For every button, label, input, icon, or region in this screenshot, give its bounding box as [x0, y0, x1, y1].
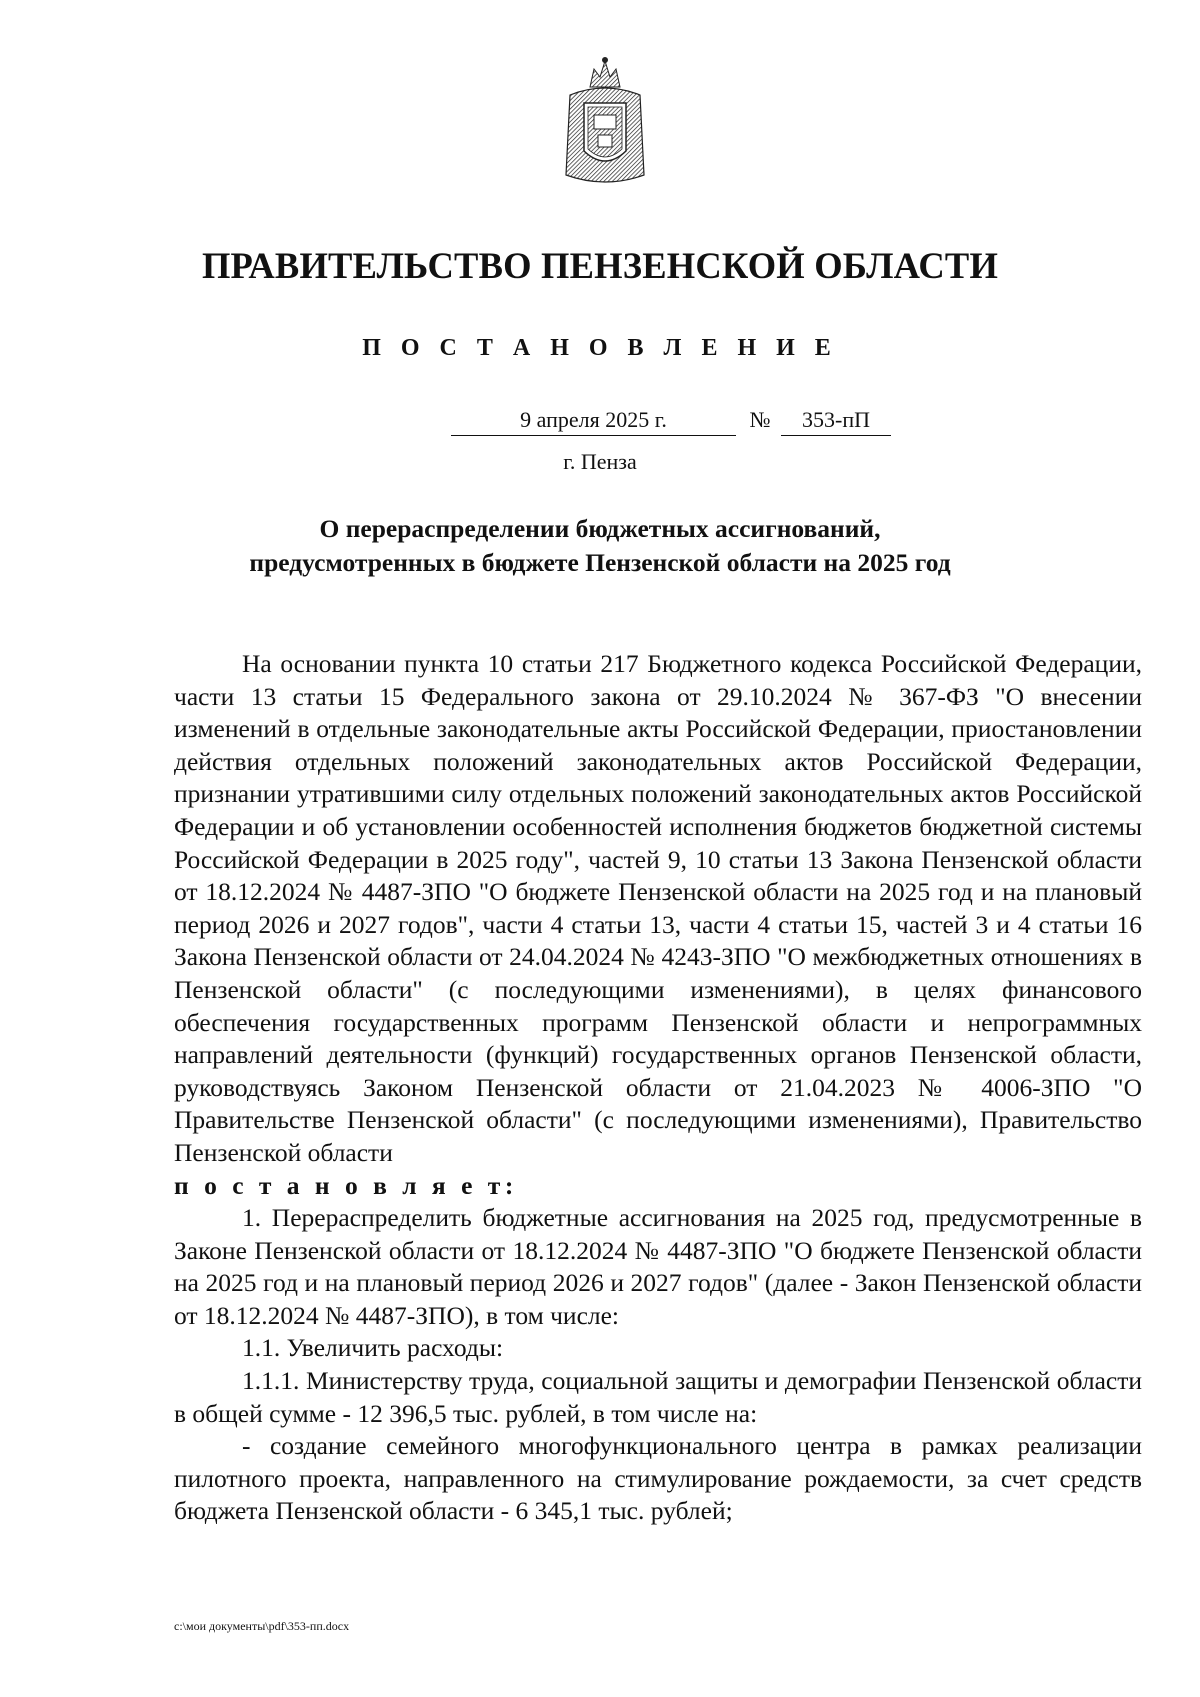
document-body: [174, 648, 1142, 1528]
subject-line-2: предусмотренных в бюджете Пензенской области на 2025 год: [249, 548, 951, 577]
item-1-1-paragraph: 1.1. Увеличить расходы:: [242, 1333, 504, 1363]
item-1-1-1-paragraph: 1.1.1. Министерству труда, социальной защиты и демографии Пензенской области в общей сумме - 12 396,5 тыс. рублей, в том числе на:: [174, 1366, 1142, 1428]
bullet-paragraph: - создание семейного многофункционального центра в рамках реализации пилотного проекта, направленного на стимулирование рождаемости, за счет средств бюджета Пензенской области - 6 345,1 тыс. рублей;: [174, 1431, 1142, 1526]
decree-word: п о с т а н о в л я е т:: [174, 1170, 518, 1200]
city-name: г. Пенза: [563, 449, 637, 474]
document-number: 353-пП: [781, 405, 891, 436]
number-sign: №: [749, 407, 771, 432]
document-date: 9 апреля 2025 г.: [451, 405, 736, 436]
preamble-paragraph: На основании пункта 10 статьи 217 Бюджетного кодекса Российской Федерации, части 13 статьи 15 Федерального закона от 29.10.2024 № 367-ФЗ "О внесении изменений в отдельные законодательные акты Российской Федерации, приостановлении действия отдельных положений законодательных актов Российской Федерации, признании утратившими силу отдельных положений законодательных актов Российской Федерации и об установлении особенностей исполнения бюджетов бюджетной системы Российской Федерации в 2025 году", частей 9, 10 статьи 13 Закона Пензенской области от 18.12.2024 № 4487-ЗПО "О бюджете Пензенской области на 2025 год и на плановый период 2026 и 2027 годов", части 4 статьи 13, части 4 статьи 15, частей 3 и 4 статьи 16 Закона Пензенской области от 24.04.2024 № 4243-ЗПО "О межбюджетных отношениях в Пензенской области" (с последующими изменениями), в целях финансового обеспечения государственных программ Пензенской области и непрограммных направлений деятельности (функций) государственных органов Пензенской области, руководствуясь Законом Пензенской области от 21.04.2023 № 4006-ЗПО "О Правительстве Пензенской области" (с последующими изменениями), Правительство Пензенской области: [174, 649, 1142, 1167]
coat-of-arms-emblem: [560, 55, 650, 195]
footer-file-path: c:\мои документы\pdf\353-пп.docx: [174, 1619, 350, 1633]
organization-title: ПРАВИТЕЛЬСТВО ПЕНЗЕНСКОЙ ОБЛАСТИ: [201, 245, 999, 286]
subject-line-1: О перераспределении бюджетных ассигнований,: [319, 514, 881, 543]
document-type-heading: П О С Т А Н О В Л Е Н И Е: [362, 335, 838, 361]
document-subject: [0, 512, 1200, 580]
item-1-paragraph: 1. Перераспределить бюджетные ассигнования на 2025 год, предусмотренные в Законе Пензенской области от 18.12.2024 № 4487-ЗПО "О бюджете Пензенской области на 2025 год и на плановый период 2026 и 2027 годов" (далее - Закон Пензенской области от 18.12.2024 № 4487-ЗПО), в том числе:: [174, 1203, 1142, 1330]
